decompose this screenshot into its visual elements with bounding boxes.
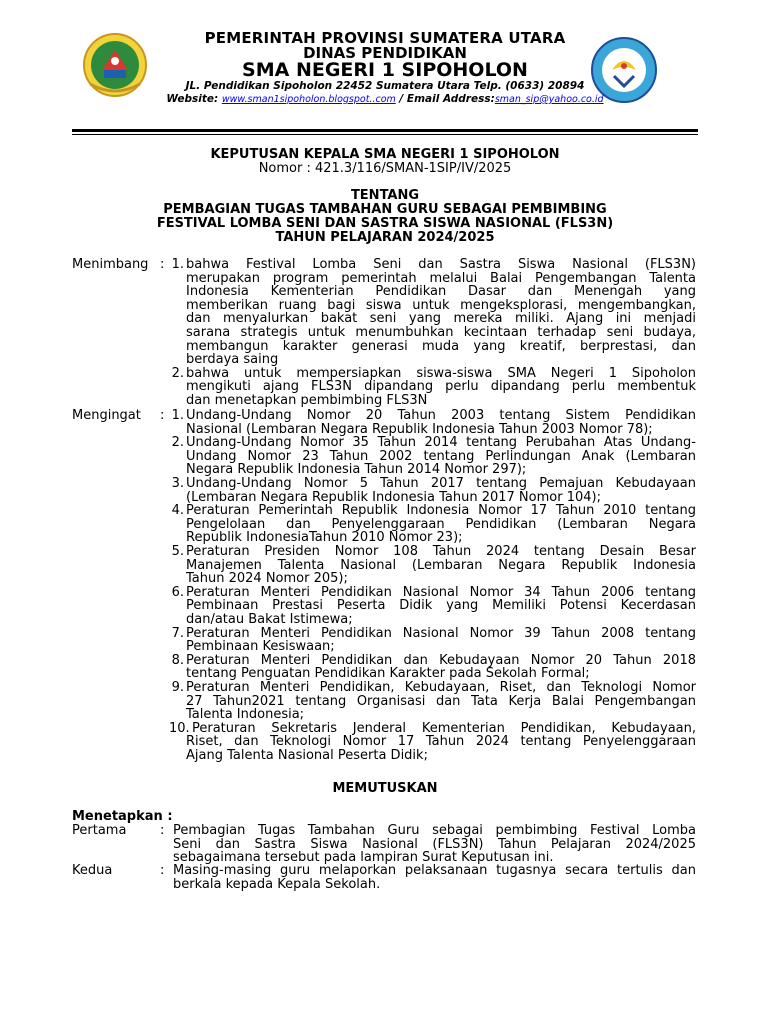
decree-subject-2: FESTIVAL LOMBA SENI DAN SASTRA SISWA NASIONAL (FLS3N) [156,216,614,231]
mengingat-item-line: Pembinaan Prestasi Peserta Didik yang Memiliki Potensi Kecerdasan [186,598,696,614]
mengingat-item-line: Peraturan Menteri Pendidikan dan Kebudayaan Nomor 20 Tahun 2018 [186,652,696,668]
pertama-line: sebagaimana tersebut pada lampiran Surat Keputusan ini. [173,850,554,866]
menimbang-item-line: memberikan ruang bagi siswa untuk mengeksplorasi, mengembangkan, [186,297,696,313]
menimbang-item-number: 1. [171,257,184,272]
mengingat-item-line: Riset, dan Teknologi Nomor 17 Tahun 2024 tentang Penyelenggaraan [186,734,696,750]
kedua-colon: : [160,863,165,878]
mengingat-item-line: Pengelolaan dan Penyelenggaraan Pendidikan (Lembaran Negara [186,516,696,532]
school-name: SMA NEGERI 1 SIPOHOLON [242,59,528,81]
decree-about: TENTANG [350,188,420,203]
mengingat-item-number: 2. [171,435,184,451]
mengingat-item-line: Undang-Undang Nomor 20 Tahun 2003 tentang Sistem Pendidikan [186,408,696,423]
mengingat-item-number: 8. [171,652,184,668]
kedua-label: Kedua [72,863,113,878]
mengingat-item-line: Peraturan Menteri Pendidikan Nasional Nomor 39 Tahun 2008 tentang [186,625,696,641]
website-label: Website: [166,93,222,105]
menimbang-item-line: bahwa untuk mempersiapkan siswa-siswa SMA Negeri 1 Sipoholon [186,365,696,381]
mengingat-item-line: 27 Tahun2021 tentang Organisasi dan Tata Kerja Balai Pengembangan [186,693,696,709]
mengingat-item-line: (Lembaran Negara Republik Indonesia Tahun 2017 Nomor 104); [186,489,601,505]
menimbang-item-number: 2. [171,365,184,381]
mengingat-item-number: 3. [171,476,184,491]
mengingat-label: Mengingat [72,408,141,423]
mengingat-item-number: 7. [171,625,184,641]
mengingat-colon: : [160,408,165,423]
mengingat-item-line: Republik IndonesiaTahun 2010 Nomor 23); [186,530,463,546]
menimbang-label: Menimbang [72,257,149,272]
menimbang-item-line: merupakan program pemerintah melalui Balai Pengembangan Talenta [186,270,696,286]
school-address: JL. Pendidikan Sipoholon 22452 Sumatera Utara Telp. (0633) 20894 [185,80,585,92]
mengingat-item-line: Nasional (Lembaran Negara Republik Indonesia Tahun 2003 Nomor 78); [186,421,653,437]
pertama-line: Seni dan Sastra Siswa Nasional (FLS3N) Tahun Pelajaran 2024/2025 [173,836,696,852]
letterhead-line2: DINAS PENDIDIKAN [303,44,467,62]
mengingat-item-line: Pembinaan Kesiswaan; [186,639,335,655]
mengingat-item-line: Peraturan Sekretaris Jenderal Kementerian Pendidikan, Kebudayaan, [192,720,696,736]
website-link[interactable]: www.sman1sipoholon.blogspot..com [221,94,396,105]
mengingat-item-line: Peraturan Presiden Nomor 108 Tahun 2024 tentang Desain Besar [186,544,696,559]
menimbang-item-line: berdaya saing [186,352,279,368]
contact-line [150,93,620,105]
mengingat-item-number: 9. [171,680,184,695]
decree-subject-1: PEMBAGIAN TUGAS TAMBAHAN GURU SEBAGAI PEMBIMBING [163,202,607,217]
mengingat-item-line: Peraturan Pemerintah Republik Indonesia Nomor 17 Tahun 2010 tentang [186,503,696,519]
menetapkan-label: Menetapkan : [72,809,173,824]
mengingat-item-number: 4. [171,503,184,519]
letterhead-divider-thick [72,129,698,132]
pertama-colon: : [160,823,165,838]
menimbang-item-line: mengikuti ajang FLS3N dipandang perlu dipandang perlu membentuk [186,379,696,395]
menimbang-item-line: Indonesia Kementerian Pendidikan Dasar dan Menengah yang [186,284,696,300]
mengingat-item-number: 5. [171,544,184,559]
kedua-line: berkala kepada Kepala Sekolah. [173,876,381,892]
mengingat-item-number: 6. [171,584,184,600]
menimbang-item-line: sarana strategis untuk menumbuhkan kecintaan terhadap seni budaya, [186,325,696,340]
decree-subject-3: TAHUN PELAJARAN 2024/2025 [275,230,495,245]
mengingat-item-line: Undang-Undang Nomor 5 Tahun 2017 tentang Pemajuan Kebudayaan [186,476,696,491]
menimbang-item-line: membangun karakter generasi muda yang kreatif, berprestasi, dan [186,338,696,354]
letterhead-line1: PEMERINTAH PROVINSI SUMATERA UTARA [204,29,566,47]
pertama-label: Pertama [72,823,127,838]
mengingat-item-line: Peraturan Menteri Pendidikan Nasional Nomor 34 Tahun 2006 tentang [186,584,696,600]
menimbang-colon: : [160,257,165,272]
mengingat-item-line: Undang-Undang Nomor 35 Tahun 2014 tentang Perubahan Atas Undang- [186,435,696,451]
mengingat-item-line: Talenta Indonesia; [186,707,305,723]
email-link[interactable]: sman_sip@yahoo.co.id [494,94,604,105]
kedua-line: Masing-masing guru melaporkan pelaksanaan tugasnya secara tertulis dan [173,863,696,878]
letterhead-divider-thin [72,134,698,135]
menimbang-item-line: dan menyalurkan bakat seni yang mereka miliki. Ajang ini menjadi [186,311,696,327]
memutuskan-heading: MEMUTUSKAN [332,781,438,796]
mengingat-item-number: 10. [169,720,190,736]
menimbang-item-line: bahwa Festival Lomba Seni dan Sastra Siswa Nasional (FLS3N) [186,257,696,272]
menimbang-item-line: dan menetapkan pembimbing FLS3N [186,393,428,408]
mengingat-item-line: Manajemen Talenta Nasional (Lembaran Negara Republik Indonesia [186,557,696,573]
mengingat-item-line: Peraturan Menteri Pendidikan, Kebudayaan, Riset, dan Teknologi Nomor [186,680,696,695]
email-label: / Email Address: [395,93,495,105]
mengingat-item-line: Ajang Talenta Nasional Peserta Didik; [186,748,428,763]
mengingat-item-line: Undang Nomor 23 Tahun 2002 tentang Perlindungan Anak (Lembaran [186,448,696,464]
decree-number: Nomor : 421.3/116/SMAN-1SIP/IV/2025 [258,161,512,176]
mengingat-item-line: dan/atau Bakat Istimewa; [186,612,353,627]
decree-title: KEPUTUSAN KEPALA SMA NEGERI 1 SIPOHOLON [210,147,560,162]
pertama-line: Pembagian Tugas Tambahan Guru sebagai pembimbing Festival Lomba [173,823,696,838]
mengingat-item-line: Negara Republik Indonesia Tahun 2014 Nomor 297); [186,462,527,478]
provincial-crest-icon [82,32,148,98]
mengingat-item-number: 1. [171,408,184,423]
mengingat-item-line: Tahun 2024 Nomor 205); [186,571,348,587]
mengingat-item-line: tentang Penguatan Pendidikan Karakter pada Sekolah Formal; [186,666,590,682]
